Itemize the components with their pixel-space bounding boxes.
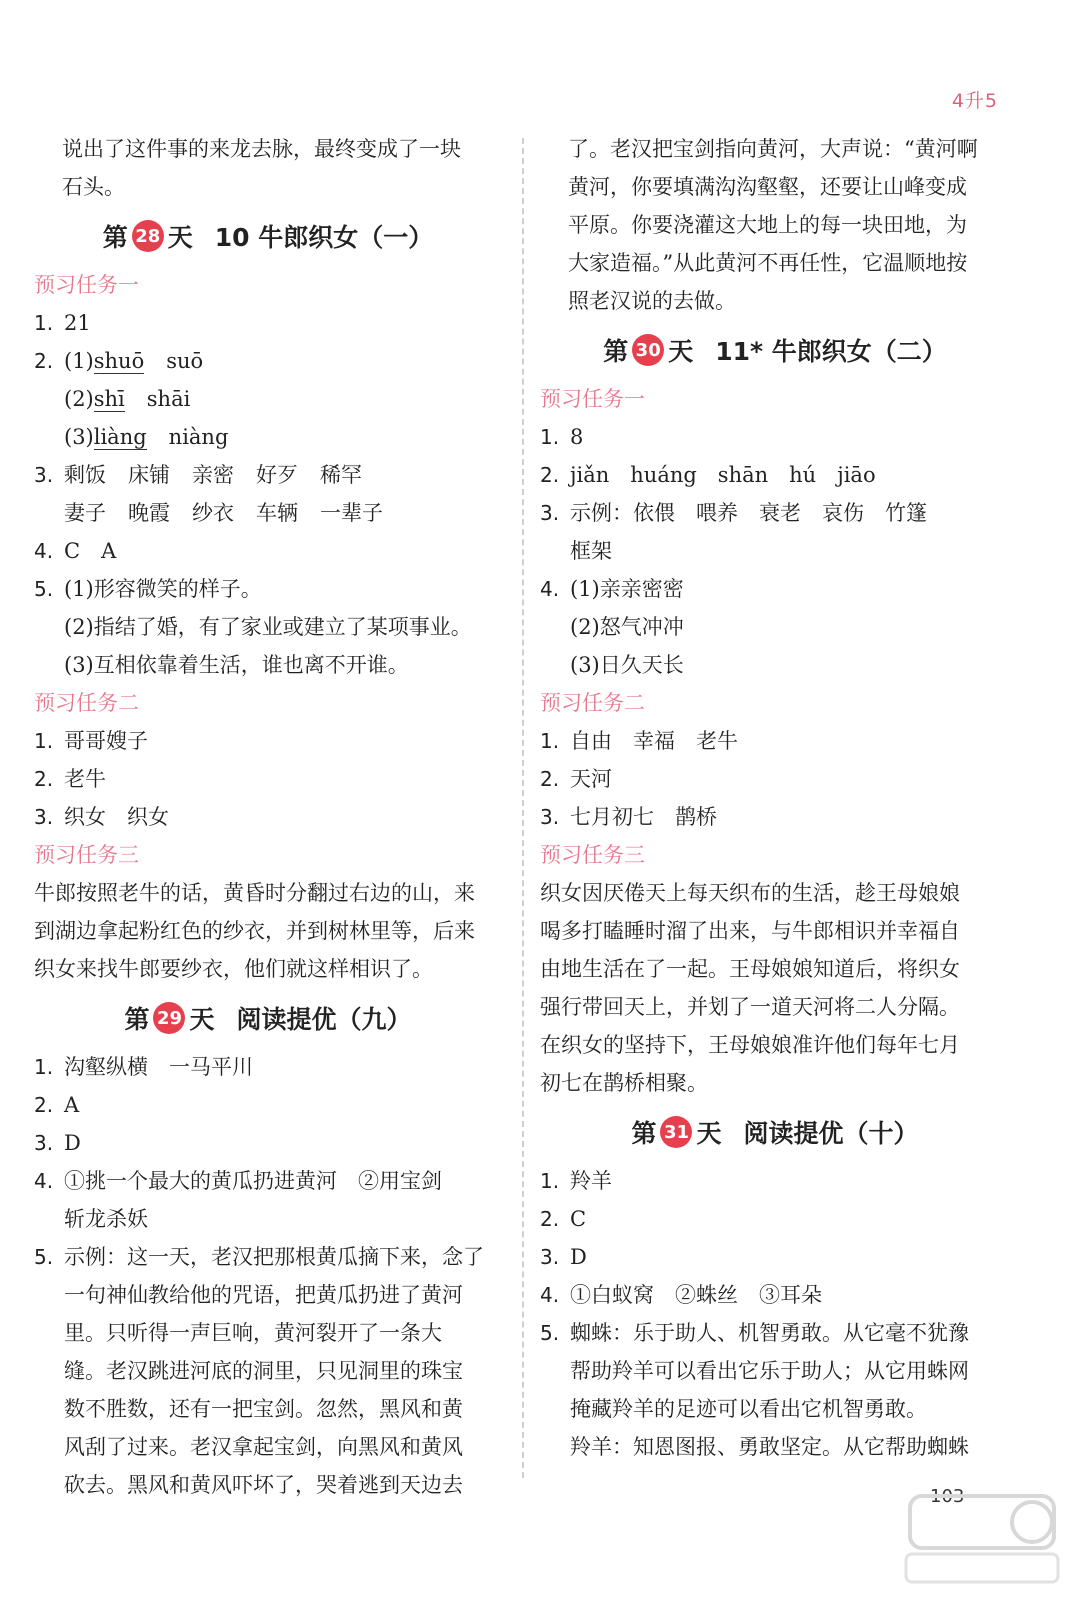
task-heading: 预习任务三: [540, 843, 645, 867]
paragraph-line: 平原。你要浇灌这大地上的每一块田地，为: [568, 213, 967, 237]
lesson-title: 阅读提优（九）: [236, 1005, 412, 1034]
answer-item: 1. 8: [540, 425, 584, 449]
answer-item: 1. 羚羊: [540, 1169, 612, 1193]
day-number-badge: 29: [153, 1002, 185, 1034]
day-number-badge: 31: [660, 1116, 692, 1148]
lesson-title: 11* 牛郎织女（二）: [715, 337, 947, 366]
day-heading-31: 第 31 天 阅读提优（十）: [540, 1102, 1010, 1162]
answer-item: 3. 示例：依偎 喂养 衰老 哀伤 竹篷: [540, 501, 927, 525]
answer-item: 2. C: [540, 1207, 587, 1231]
answer-item: 1. 21: [34, 311, 91, 335]
answer-item: 3. 织女 织女: [34, 805, 169, 829]
day-heading-29: 第 29 天 阅读提优（九）: [34, 988, 502, 1048]
answer-subline: 数不胜数，还有一把宝剑。忽然，黑风和黄: [64, 1397, 463, 1421]
answer-item: 2. (1)shuō suō: [34, 349, 204, 373]
day-heading-30: 第 30 天 11* 牛郎织女（二）: [540, 320, 1010, 380]
answer-subline: 一句神仙教给他的咒语，把黄瓜扔进了黄河: [64, 1283, 463, 1307]
answer-subline: 框架: [570, 539, 612, 563]
answer-subline: 砍去。黑风和黄风吓坏了，哭着逃到天边去: [64, 1473, 463, 1497]
lesson-title: 10 牛郎织女（一）: [214, 223, 434, 252]
answer-subline: (2)shī shāi: [64, 387, 191, 411]
answer-item: 2. 天河: [540, 767, 612, 791]
answer-item: 1. 自由 幸福 老牛: [540, 729, 738, 753]
paragraph-line: 了。老汉把宝剑指向黄河，大声说：“黄河啊: [568, 137, 978, 161]
answer-subline: 斩龙杀妖: [64, 1207, 148, 1231]
grade-label: 4升5: [951, 90, 998, 112]
left-column: [34, 130, 502, 1504]
answer-item: 5. 蜘蛛：乐于助人、机智勇敢。从它毫不犹豫: [540, 1321, 969, 1345]
paragraph-line: 织女因厌倦天上每天织布的生活，趁王母娘娘: [540, 881, 960, 905]
paragraph-line: 喝多打瞌睡时溜了出来，与牛郎相识并幸福自: [540, 919, 960, 943]
answer-item: 1. 哥哥嫂子: [34, 729, 148, 753]
paragraph-line: 照老汉说的去做。: [568, 289, 736, 313]
answer-subline: 妻子 晚霞 纱衣 车辆 一辈子: [64, 501, 383, 525]
paragraph-line: 大家造福。”从此黄河不再任性，它温顺地按: [568, 251, 968, 275]
paragraph-line: 牛郎按照老牛的话，黄昏时分翻过右边的山，来: [34, 881, 475, 905]
answer-subline: 风刮了过来。老汉拿起宝剑，向黑风和黄风: [64, 1435, 463, 1459]
intro-line: 石头。: [62, 175, 125, 199]
answer-subline: (3)liàng niàng: [64, 425, 229, 449]
page-number: 103: [930, 1486, 965, 1507]
answer-item: 2. 老牛: [34, 767, 106, 791]
answer-item: 4. ①白蚁窝 ②蛛丝 ③耳朵: [540, 1283, 822, 1307]
answer-subline: (2)指结了婚，有了家业或建立了某项事业。: [64, 615, 472, 639]
answer-subline: 缝。老汉跳进河底的洞里，只见洞里的珠宝: [64, 1359, 463, 1383]
intro-line: 说出了这件事的来龙去脉，最终变成了一块: [62, 137, 461, 161]
answer-item: 1. 沟壑纵横 一马平川: [34, 1055, 253, 1079]
answer-subline: 羚羊：知恩图报、勇敢坚定。从它帮助蜘蛛: [570, 1435, 969, 1459]
answer-subline: (2)怒气冲冲: [570, 615, 684, 639]
paragraph-line: 强行带回天上，并划了一道天河将二人分隔。: [540, 995, 960, 1019]
day-heading-28: 第 28 天 10 牛郎织女（一）: [34, 206, 502, 266]
answer-item: 2. jiǎn huáng shān hú jiāo: [540, 463, 876, 487]
paragraph-line: 初七在鹊桥相聚。: [540, 1071, 708, 1095]
answer-item: 5. 示例：这一天，老汉把那根黄瓜摘下来，念了: [34, 1245, 484, 1269]
answer-subline: (3)日久天长: [570, 653, 684, 677]
answer-item: 4. C A: [34, 539, 117, 563]
paragraph-line: 到湖边拿起粉红色的纱衣，并到树林里等，后来: [34, 919, 475, 943]
task-heading: 预习任务二: [34, 691, 139, 715]
right-column: [540, 130, 1010, 1466]
answer-item: 5. (1)形容微笑的样子。: [34, 577, 262, 601]
task-heading: 预习任务三: [34, 843, 139, 867]
lesson-title: 阅读提优（十）: [743, 1119, 919, 1148]
answer-subline: 帮助羚羊可以看出它乐于助人；从它用蛛网: [570, 1359, 969, 1383]
task-heading: 预习任务一: [540, 387, 645, 411]
paragraph-line: 织女来找牛郎要纱衣，他们就这样相识了。: [34, 957, 433, 981]
watermark-logo: [902, 1488, 1062, 1588]
answer-subline: 里。只听得一声巨响，黄河裂开了一条大: [64, 1321, 442, 1345]
paragraph-line: 由地生活在了一起。王母娘娘知道后，将织女: [540, 957, 960, 981]
paragraph-line: 黄河，你要填满沟沟壑壑，还要让山峰变成: [568, 175, 967, 199]
answer-item: 2. A: [34, 1093, 80, 1117]
column-divider: [522, 138, 524, 1478]
answer-item: 3. 七月初七 鹊桥: [540, 805, 717, 829]
underlined-pinyin: shuō: [93, 349, 145, 373]
underlined-pinyin: liàng: [93, 425, 147, 449]
answer-item: 4. (1)亲亲密密: [540, 577, 684, 601]
answer-item: 3. 剩饭 床铺 亲密 好歹 稀罕: [34, 463, 362, 487]
task-heading: 预习任务二: [540, 691, 645, 715]
answer-subline: (3)互相依靠着生活，谁也离不开谁。: [64, 653, 409, 677]
answer-item: 3. D: [540, 1245, 587, 1269]
answer-item: 3. D: [34, 1131, 81, 1155]
task-heading: 预习任务一: [34, 273, 139, 297]
paragraph-line: 在织女的坚持下，王母娘娘准许他们每年七月: [540, 1033, 960, 1057]
answer-subline: 掩藏羚羊的足迹可以看出它机智勇敢。: [570, 1397, 927, 1421]
day-number-badge: 30: [632, 334, 664, 366]
answer-item: 4. ①挑一个最大的黄瓜扔进黄河 ②用宝剑: [34, 1169, 442, 1193]
underlined-pinyin: shī: [93, 387, 125, 411]
day-number-badge: 28: [132, 220, 164, 252]
